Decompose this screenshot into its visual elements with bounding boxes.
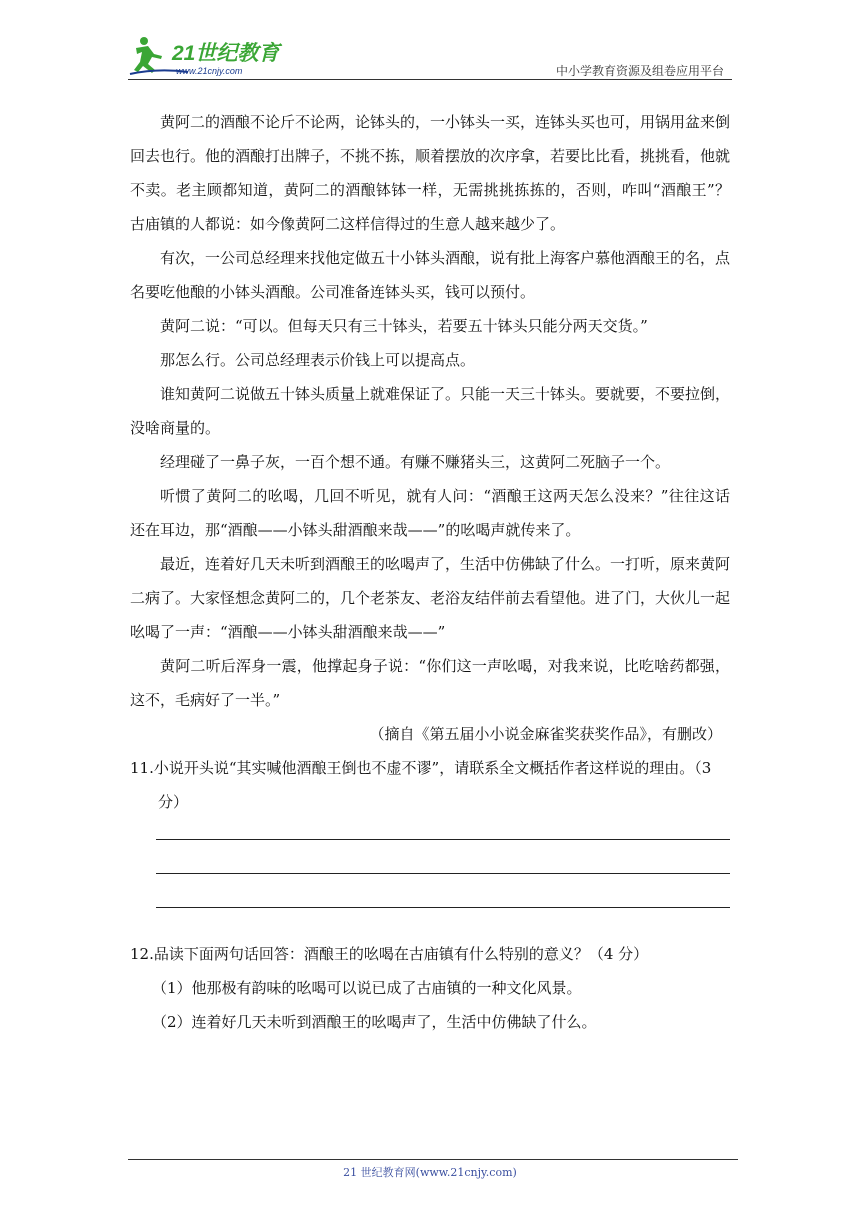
svg-text:21世纪教育: 21世纪教育 [172, 42, 280, 65]
question-12: 12.品读下面两句话回答：酒酿王的吆喝在古庙镇有什么特别的意义？（4 分） [130, 945, 649, 963]
story-paragraph: 黄阿二说：“可以。但每天只有三十钵头，若要五十钵头只能分两天交货。” [160, 317, 648, 335]
story-text [130, 105, 730, 717]
question-12-sentence-1: （1）他那极有韵味的吆喝可以说已成了古庙镇的一种文化风景。 [152, 979, 582, 997]
logo-runner-head [140, 37, 148, 45]
story-paragraph: 黄阿二听后浑身一震，他撑起身子说：“你们这一声吆喝，对我来说，比吃啥药都强，这不，毛病好了一半。” [130, 657, 730, 709]
answer-area [130, 839, 730, 941]
document-body [130, 105, 730, 1039]
answer-line[interactable] [156, 839, 730, 873]
story-paragraph: 最近，连着好几天未听到酒酿王的吆喝声了，生活中仿佛缺了什么。一打听，原来黄阿二病了。大家怪想念黄阿二的，几个老茶友、老浴友结伴前去看望他。进了门，大伙儿一起吆喝了一声：“酒酿——小钵头甜酒酿来哉——” [130, 555, 731, 641]
story-paragraph: 那怎么行。公司总经理表示价钱上可以提高点。 [160, 351, 476, 369]
question-12-sentence-2: （2）连着好几天未听到酒酿王的吆喝声了，生活中仿佛缺了什么。 [152, 1013, 597, 1031]
answer-line[interactable] [156, 873, 730, 907]
site-logo [128, 34, 298, 78]
svg-text:www.21cnjy.com: www.21cnjy.com [176, 66, 243, 76]
platform-name: 中小学教育资源及组卷应用平台 [555, 64, 724, 78]
logo-runner-body [134, 46, 162, 73]
story-paragraph: 听惯了黄阿二的吆喝，几回不听见，就有人问：“酒酿王这两天怎么没来？”往往这话还在耳边，那“酒酿——小钵头甜酒酿来哉——”的吆喝声就传来了。 [130, 487, 730, 539]
story-paragraph: 经理碰了一鼻子灰，一百个想不通。有赚不赚猪头三，这黄阿二死脑子一个。 [160, 453, 671, 471]
question-11-score: 分） [158, 793, 189, 811]
story-paragraph: 有次，一公司总经理来找他定做五十小钵头酒酿，说有批上海客户慕他酒酿王的名，点名要吃他酿的小钵头酒酿。公司准备连钵头买，钱可以预付。 [130, 249, 731, 301]
footer-divider [128, 1159, 738, 1160]
answer-line[interactable] [156, 907, 730, 941]
story-paragraph: 黄阿二的酒酿不论斤不论两，论钵头的，一小钵头一买，连钵头买也可，用锅用盆来倒回去也行。他的酒酿打出牌子，不挑不拣，顺着摆放的次序拿，若要比比看，挑挑看，他就不卖。老主顾都知道，黄阿二的酒酿钵钵一样，无需挑挑拣拣的，否则，咋叫“酒酿王”？古庙镇的人都说：如今像黄阿二这样信得过的生意人越来越少了。 [130, 113, 731, 233]
footer-site: 21 世纪教育网(www.21cnjy.com) [343, 1166, 517, 1179]
question-11: 11.小说开头说“其实喊他酒酿王倒也不虚不谬”，请联系全文概括作者这样说的理由。（3 [130, 759, 712, 777]
story-paragraph: 谁知黄阿二说做五十钵头质量上就难保证了。只能一天三十钵头。要就要，不要拉倒，没啥商量的。 [130, 385, 731, 437]
page-header [128, 30, 732, 80]
story-source: （摘自《第五届小小说金麻雀奖获奖作品》，有删改） [369, 725, 722, 743]
header-divider [128, 79, 732, 80]
